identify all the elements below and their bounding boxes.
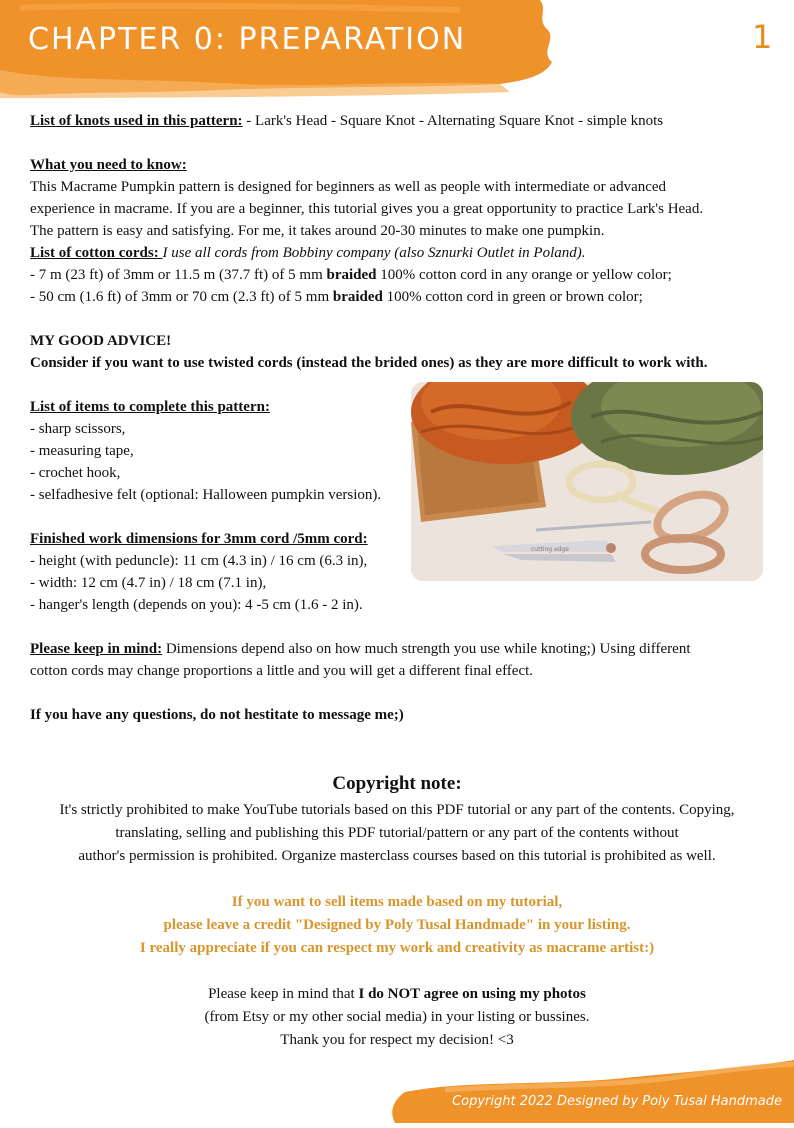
photos-notice-line2: (from Etsy or my other social media) in your listing or bussines. <box>204 1009 590 1025</box>
keep-in-mind-label: Please keep in mind: <box>30 641 163 657</box>
dimensions-list-item: - hanger's length (depends on you): 4 -5 cm (1.6 - 2 in). <box>30 597 363 613</box>
copyright-line: It's strictly prohibited to make YouTube tutorials based on this PDF tutorial or any part of the contents. Copying, <box>59 802 735 818</box>
keep-in-mind-line2: cotton cords may change proportions a little and you will get a different final effect. <box>30 663 534 679</box>
need-to-know-heading: What you need to know: <box>30 157 187 173</box>
keep-in-mind-line <box>30 638 770 660</box>
knots-line <box>30 110 770 132</box>
items-list-item: - crochet hook, <box>30 465 121 481</box>
cord-line-text: 100% cotton cord in green or brown color; <box>382 289 643 305</box>
copyright-title: Copyright note: <box>332 773 462 794</box>
photos-notice-bold: I do NOT agree on using my photos <box>358 986 586 1002</box>
dimensions-list-item: - height (with peduncle): 11 cm (4.3 in) / 16 cm (6.3 in), <box>30 553 368 569</box>
photos-notice-text: Please keep in mind that <box>208 986 359 1002</box>
items-heading: List of items to complete this pattern: <box>30 399 270 415</box>
page-number: 1 <box>752 18 773 56</box>
cord-line-bold: braided <box>326 267 377 283</box>
need-to-know-line: experience in macrame. If you are a beginner, this tutorial gives you a great opportunity to practice Lark's Head. <box>30 201 704 217</box>
copyright-line: author's permission is prohibited. Organize masterclass courses based on this tutorial is prohibited as well. <box>78 848 716 864</box>
knots-text: - Lark's Head - Square Knot - Alternating Square Knot - simple knots <box>242 113 664 129</box>
items-list-item: - measuring tape, <box>30 443 134 459</box>
items-list-item: - selfadhesive felt (optional: Halloween pumpkin version). <box>30 487 382 503</box>
advice-heading: MY GOOD ADVICE! <box>30 333 172 349</box>
cord-line-bold: braided <box>332 289 383 305</box>
copyright-line: translating, selling and publishing this PDF tutorial/pattern or any part of the contents without <box>115 825 679 841</box>
cord-line-text: - 50 cm (1.6 ft) of 3mm or 70 cm (2.3 ft) of 5 mm <box>30 289 333 305</box>
photos-notice-line3: Thank you for respect my decision! <3 <box>280 1032 514 1048</box>
dimensions-list-item: - width: 12 cm (4.7 in) / 18 cm (7.1 in), <box>30 575 267 591</box>
footer-brush-band <box>385 1050 794 1123</box>
dimensions-heading: Finished work dimensions for 3mm cord /5mm cord: <box>30 531 368 547</box>
advice-text: Consider if you want to use twisted cords (instead the brided ones) as they are more difficult to work with. <box>30 355 708 371</box>
cords-note: I use all cords from Bobbiny company (also Sznurki Outlet in Poland). <box>162 245 586 261</box>
chapter-title: CHAPTER 0: PREPARATION <box>28 22 467 57</box>
copyright-section <box>20 772 774 1052</box>
credit-line: If you want to sell items made based on my tutorial, <box>231 894 563 910</box>
materials-photo <box>411 382 763 581</box>
cord-line-orange <box>30 264 770 286</box>
cord-line-green <box>30 286 770 308</box>
items-list-item: - sharp scissors, <box>30 421 126 437</box>
need-to-know-line: The pattern is easy and satisfying. For me, it takes around 20-30 minutes to make one pumpkin. <box>30 223 605 239</box>
credit-line: I really appreciate if you can respect my work and creativity as macrame artist:) <box>139 940 655 956</box>
cord-line-text: 100% cotton cord in any orange or yellow color; <box>376 267 672 283</box>
credit-line: please leave a credit "Designed by Poly Tusal Handmade" in your listing. <box>163 917 631 933</box>
footer-copyright: Copyright 2022 Designed by Poly Tusal Handmade <box>452 1094 782 1109</box>
cord-line-text: - 7 m (23 ft) of 3mm or 11.5 m (37.7 ft) of 5 mm <box>30 267 327 283</box>
need-to-know-line: This Macrame Pumpkin pattern is designed for beginners as well as people with intermediate or advanced <box>30 179 667 195</box>
scissors-label: cutting edge <box>531 546 569 553</box>
questions-text: If you have any questions, do not hestitate to message me;) <box>30 707 404 723</box>
knots-label: List of knots used in this pattern: <box>30 113 243 129</box>
photos-notice-line <box>20 983 774 1006</box>
keep-in-mind-text: Dimensions depend also on how much strength you use while knoting;) Using different <box>162 641 691 657</box>
cords-heading-line <box>30 242 770 264</box>
cords-label: List of cotton cords: <box>30 245 163 261</box>
